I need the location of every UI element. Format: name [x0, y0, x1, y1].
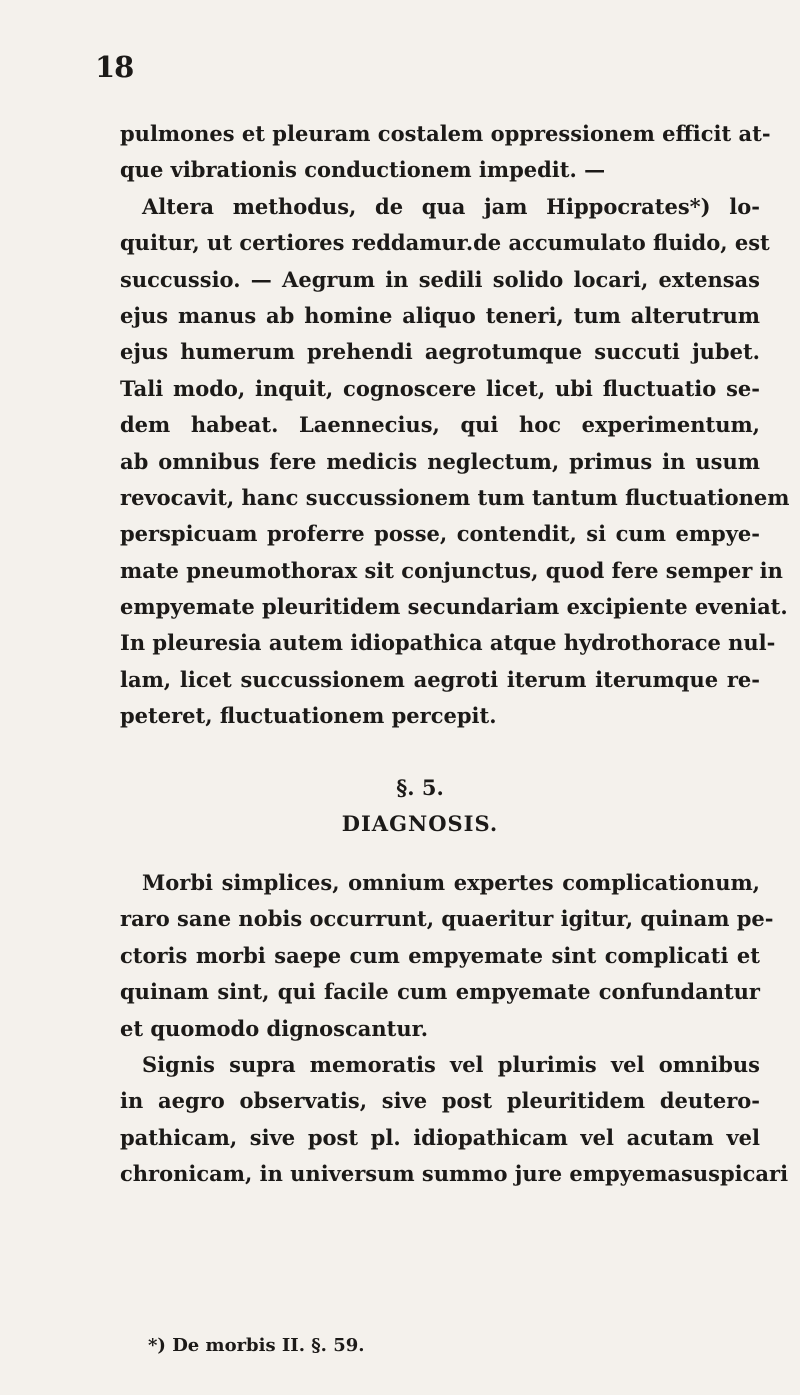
text-line: revocavit, hanc succussionem tum tantum fluctuationem	[120, 484, 790, 510]
text-line: dem habeat. Laennecius, qui hoc experimentum,	[120, 412, 760, 438]
section-number: §. 5.	[396, 775, 444, 800]
text-line: pulmones et pleuram costalem oppressionem efficit at-	[120, 121, 771, 146]
text-line: mate pneumothorax sit conjunctus, quod fere semper in	[120, 557, 783, 583]
text-line: in aegro observatis, sive post pleuritidem deutero-	[120, 1088, 760, 1114]
text-line: chronicam, in universum summo jure empyemasuspicari	[120, 1161, 789, 1187]
text-line: quinam sint, qui facile cum empyemate confundantur	[120, 979, 760, 1005]
text-line: Altera methodus, de qua jam Hippocrates*) lo-	[142, 193, 760, 219]
paragraph-block-lower	[120, 865, 789, 1193]
text-line: raro sane nobis occurrunt, quaeritur igitur, quinam pe-	[120, 906, 774, 932]
text-line: In pleuresia autem idiopathica atque hydrothorace nul-	[120, 630, 776, 656]
paragraph-block-upper	[120, 116, 790, 735]
text-line: pathicam, sive post pl. idiopathicam vel acutam vel	[120, 1124, 760, 1150]
text-line: Morbi simplices, omnium expertes complicationum,	[142, 870, 760, 895]
text-line: Tali modo, inquit, cognoscere licet, ubi fluctuatio se-	[120, 375, 760, 401]
text-line: peteret, fluctuationem percepit.	[120, 703, 497, 729]
text-line: quitur, ut certiores reddamur.de accumulato fluido, est	[120, 230, 770, 256]
text-line: lam, licet succussionem aegroti iterum iterumque re-	[120, 666, 760, 692]
footnote: *) De morbis II. §. 59.	[148, 1335, 365, 1356]
text-line: et quomodo dignoscantur.	[120, 1015, 429, 1041]
text-line: que vibrationis conductionem impedit. —	[120, 157, 606, 183]
text-line: perspicuam proferre posse, contendit, si cum empye-	[120, 521, 760, 547]
text-line: ejus humerum prehendi aegrotumque succuti jubet.	[120, 339, 760, 365]
text-line: Signis supra memoratis vel plurimis vel omnibus	[142, 1051, 760, 1077]
text-line: empyemate pleuritidem secundariam excipiente eveniat.	[120, 594, 788, 620]
page-number: 18	[95, 50, 134, 84]
section-title: DIAGNOSIS.	[341, 811, 499, 836]
text-line: ejus manus ab homine aliquo teneri, tum alterutrum	[120, 302, 760, 328]
text-line: succussio. — Aegrum in sedili solido locari, extensas	[120, 266, 760, 292]
text-line: ab omnibus fere medicis neglectum, primus in usum	[120, 448, 760, 474]
text-line: ctoris morbi saepe cum empyemate sint complicati et	[120, 942, 760, 968]
